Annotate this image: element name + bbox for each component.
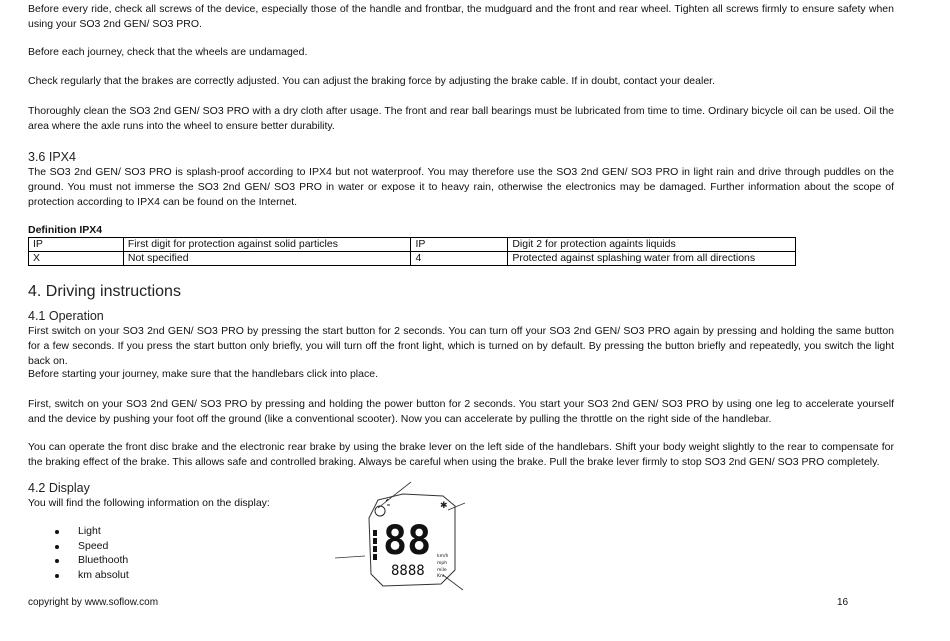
care-paragraph-cleaning: Thoroughly clean the SO3 2nd GEN/ SO3 PRO with a dry cloth after usage. The front and rear ball bearings must be lubricated from time to time. Ordinary bicycle oil can be used. Oil the area where the axle runs into the wheel to ensure better durability. [28, 105, 894, 132]
display-intro: You will find the following information on the display: [28, 497, 270, 509]
unit-km: Km [437, 574, 445, 579]
care-paragraph-brakes: Check regularly that the brakes are correctly adjusted. You can adjust the braking force by adjusting the brake cable. If in doubt, contact your dealer. [28, 75, 715, 87]
callout-line-light [378, 482, 411, 508]
ipx4-heading: 3.6 IPX4 [28, 150, 76, 164]
driving-instructions-heading: 4. Driving instructions [28, 283, 181, 300]
operation-heading: 4.1 Operation [28, 309, 104, 323]
list-item: Speed [28, 539, 129, 554]
unit-mile: mile [437, 568, 447, 573]
table-cell: Digit 2 for protection againts liquids [508, 238, 796, 252]
operation-paragraph-start: First, switch on your SO3 2nd GEN/ SO3 PRO by pressing and holding the power button for 2 seconds. You start your SO3 2nd GEN/ SO3 PRO by using one leg to accelerate yourself and the device by pushing your foot off the ground (like a conventional scooter). Now you can accelerate by pulling the throttle on the right side of the handlebar. [28, 398, 894, 425]
page-number: 16 [837, 597, 849, 608]
table-cell: Not specified [123, 252, 411, 266]
callout-line-speed [335, 556, 365, 558]
bluetooth-icon: ✱ [440, 501, 448, 511]
unit-mph: mph [437, 561, 448, 566]
definition-title: Definition IPX4 [28, 224, 103, 236]
operation-paragraph-brake: You can operate the front disc brake and the electronic rear brake by using the brake lever on the left side of the handlebars. Shift your body weight slightly to the rear to compensate for the braking effect of the brake. This allows safe and controlled braking. Always be careful when using the brake. Pull the brake lever firmly to stop SO3 2nd GEN/ SO3 PRO completely. [28, 441, 894, 468]
list-item: Light [28, 524, 129, 539]
display-heading: 4.2 Display [28, 481, 90, 495]
operation-paragraph-handlebars: Before starting your journey, make sure that the handlebars click into place. [28, 368, 378, 380]
table-cell: IP [411, 238, 508, 252]
battery-level-icon [373, 530, 377, 560]
callout-line-bluetooth [448, 503, 465, 510]
odometer-digits: 8888 [391, 563, 425, 579]
table-row [29, 252, 796, 266]
unit-kmh: km/h [437, 554, 449, 559]
care-paragraph-wheels: Before each journey, check that the wheels are undamaged. [28, 46, 308, 58]
operation-paragraph-switch-on: First switch on your SO3 2nd GEN/ SO3 PRO by pressing the start button for 2 seconds. You can turn off your SO3 2nd GEN/ SO3 PRO again by pressing and holding the same button for a few seconds. If you press the start button only briefly, you will turn off the front light, which is turned on by default. By pressing the button briefly and repeatedly, you switch the light back on. [28, 325, 894, 367]
table-cell: X [29, 252, 124, 266]
table-cell: 4 [411, 252, 508, 266]
ipx4-paragraph: The SO3 2nd GEN/ SO3 PRO is splash-proof according to IPX4 but not waterproof. You may therefore use the SO3 2nd GEN/ SO3 PRO in light rain and drive through puddles on the ground. You must not immerse the SO3 2nd GEN/ SO3 PRO in water or expose it to heavy rain, otherwise the electronics may be damaged. Further information about the scope of protection according to IPX4 can be found on the Internet. [28, 166, 894, 208]
table-cell: IP [29, 238, 124, 252]
list-item: km absolut [28, 568, 129, 583]
display-info-list [28, 524, 129, 583]
table-cell: Protected against splashing water from all directions [508, 252, 796, 266]
display-diagram [333, 478, 473, 593]
table-row [29, 238, 796, 252]
table-cell: First digit for protection against solid particles [123, 238, 411, 252]
list-item: Bluethooth [28, 553, 129, 568]
care-paragraph-screws: Before every ride, check all screws of the device, especially those of the handle and frontbar, the mudguard and the front and rear wheel. Tighten all screws firmly to ensure safety when using your SO3 2nd GEN/ SO3 PRO. [28, 3, 894, 30]
ipx4-definition-table [28, 237, 796, 266]
callout-line-km [443, 575, 463, 590]
speed-digits: 88 [383, 518, 432, 564]
footer-copyright: copyright by www.soflow.com [28, 597, 159, 608]
